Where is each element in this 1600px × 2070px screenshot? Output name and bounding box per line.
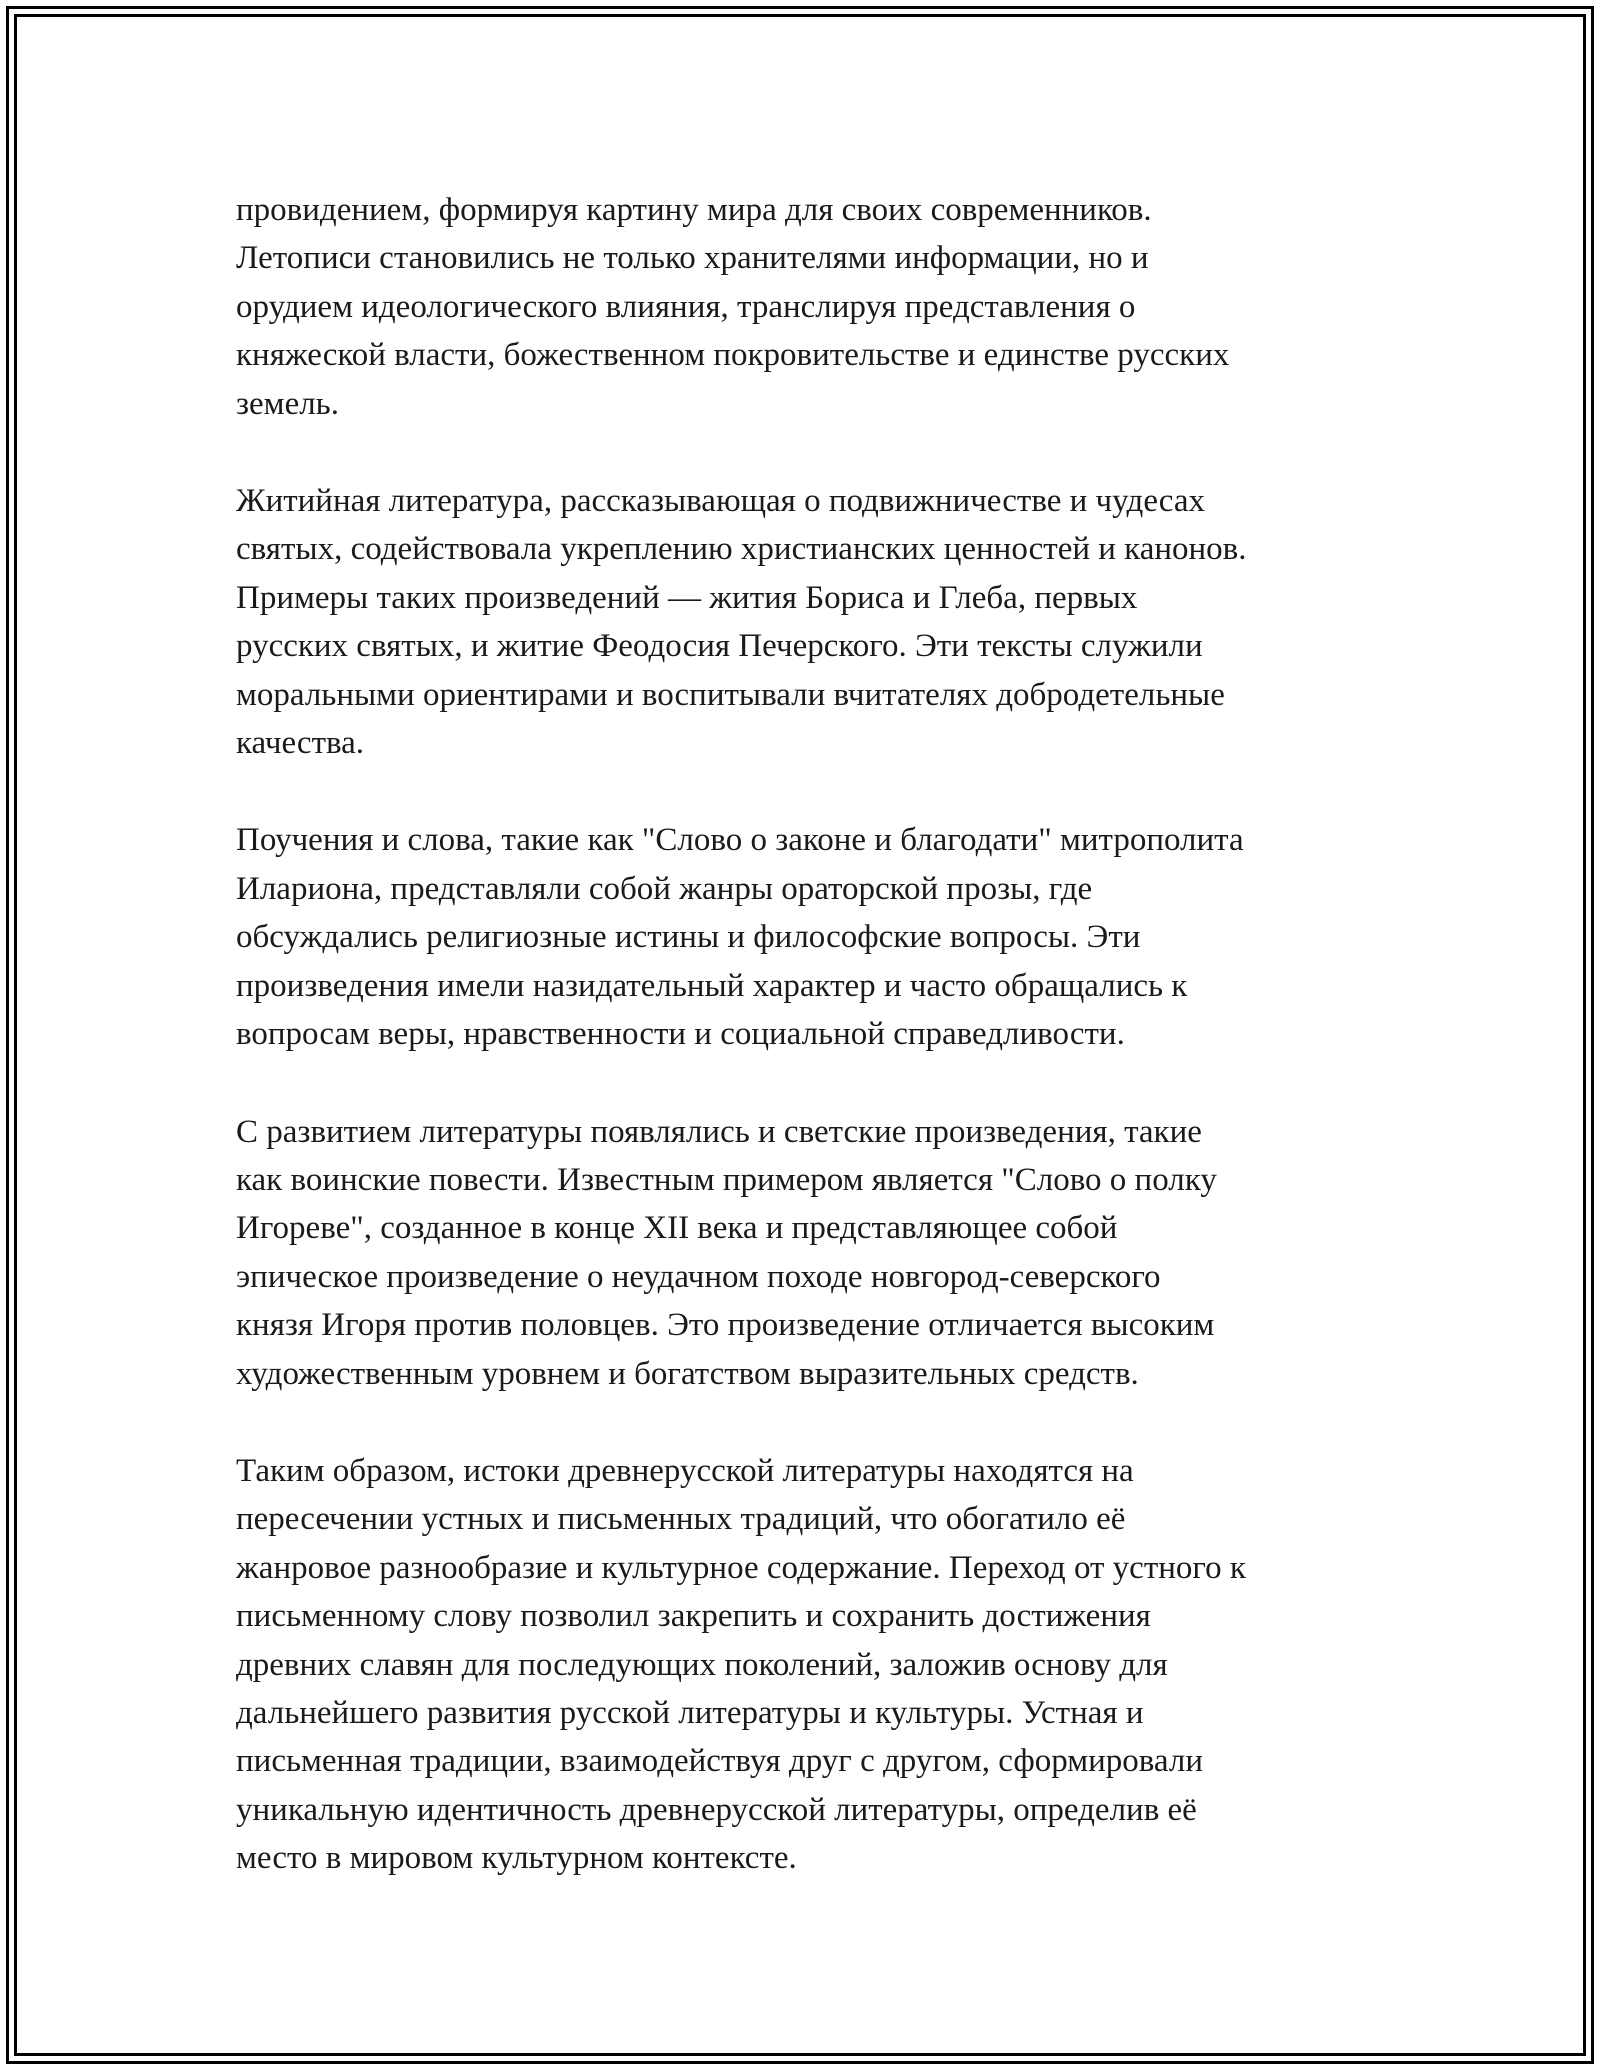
text-line: как воинские повести. Известным примером является "Слово о полку bbox=[236, 1161, 1217, 1198]
text-line: Летописи становились не только хранителями информации, но и bbox=[236, 240, 1149, 277]
text-line: письменная традиции, взаимодействуя друг с другом, сформировали bbox=[236, 1743, 1203, 1780]
paragraph bbox=[236, 816, 1386, 1058]
text-line: вопросам веры, нравственности и социальной справедливости. bbox=[236, 1016, 1125, 1053]
text-line: письменному слову позволил закрепить и сохранить достижения bbox=[236, 1598, 1151, 1635]
text-line: святых, содействовала укреплению христианских ценностей и канонов. bbox=[236, 531, 1247, 568]
text-line: Илариона, представляли собой жанры ораторской прозы, где bbox=[236, 870, 1093, 907]
text-line: эпическое произведение о неудачном походе новгород-северского bbox=[236, 1258, 1161, 1295]
document-body bbox=[236, 186, 1386, 1932]
text-line: княжеской власти, божественном покровительстве и единстве русских bbox=[236, 337, 1230, 374]
text-line: С развитием литературы появлялись и светские произведения, такие bbox=[236, 1113, 1202, 1150]
paragraph bbox=[236, 1108, 1386, 1398]
text-line: провидением, формируя картину мира для своих современников. bbox=[236, 192, 1152, 228]
text-line: Поучения и слова, такие как "Слово о законе и благодати" митрополита bbox=[236, 822, 1244, 859]
text-line: древних славян для последующих поколений, заложив основу для bbox=[236, 1646, 1168, 1683]
paragraph bbox=[236, 477, 1386, 767]
text-line: Таким образом, истоки древнерусской литературы находятся на bbox=[236, 1452, 1134, 1489]
text-line: Игореве", созданное в конце XII века и представляющее собой bbox=[236, 1210, 1118, 1247]
text-line: художественным уровнем и богатством выразительных средств. bbox=[236, 1355, 1139, 1392]
text-line: уникальную идентичность древнерусской литературы, определив её bbox=[236, 1791, 1197, 1828]
paragraph bbox=[236, 186, 1386, 428]
text-line: земель. bbox=[236, 385, 339, 422]
text-line: жанровое разнообразие и культурное содержание. Переход от устного к bbox=[236, 1549, 1246, 1586]
text-line: Примеры таких произведений — жития Бориса и Глеба, первых bbox=[236, 579, 1138, 616]
text-line: русских святых, и житие Феодосия Печерского. Эти тексты служили bbox=[236, 628, 1203, 665]
text-line: дальнейшего развития русской литературы и культуры. Устная и bbox=[236, 1694, 1144, 1731]
text-line: моральными ориентирами и воспитывали вчитателях добродетельные bbox=[236, 676, 1225, 713]
text-line: князя Игоря против половцев. Это произведение отличается высоким bbox=[236, 1307, 1215, 1344]
paragraph bbox=[236, 1447, 1386, 1883]
text-line: пересечении устных и письменных традиций, что обогатило её bbox=[236, 1501, 1126, 1538]
text-line: орудием идеологического влияния, транслируя представления о bbox=[236, 288, 1136, 325]
text-line: обсуждались религиозные истины и философские вопросы. Эти bbox=[236, 919, 1141, 956]
text-line: качества. bbox=[236, 725, 365, 762]
text-line: произведения имели назидательный характер и часто обращались к bbox=[236, 967, 1188, 1004]
text-line: место в мировом культурном контексте. bbox=[236, 1840, 797, 1877]
text-line: Житийная литература, рассказывающая о подвижничестве и чудесах bbox=[236, 483, 1206, 520]
